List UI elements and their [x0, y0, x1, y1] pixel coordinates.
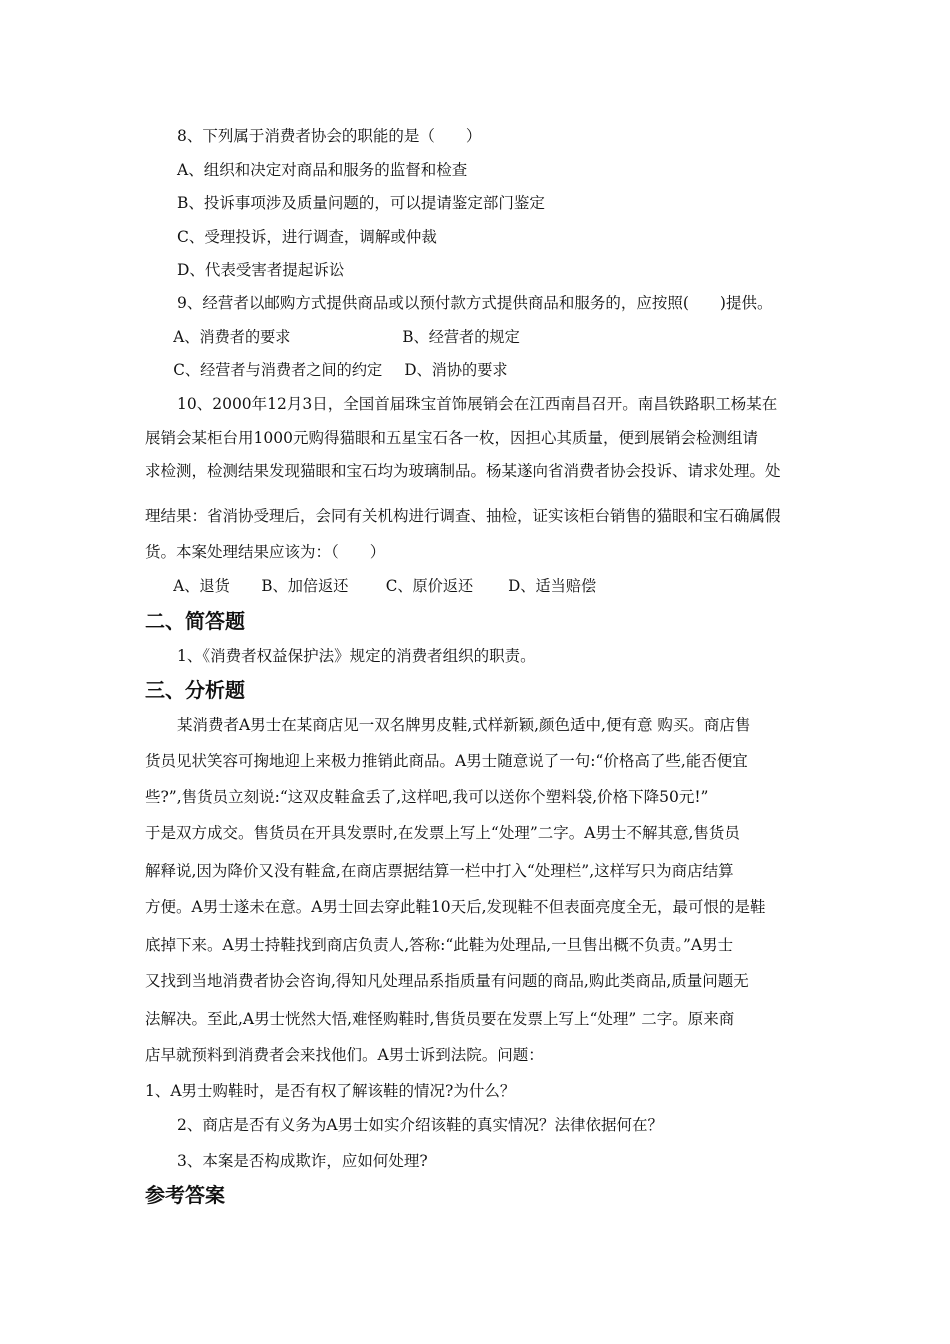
q10-option-c: C、原价返还 [385, 577, 474, 595]
case-paragraph-line-8: 又找到当地消费者协会咨询,得知凡处理品系指质量有问题的商品,购此类商品,质量问题无 [145, 972, 749, 990]
q9-options-row-2 [0, 360, 930, 380]
case-paragraph-line-2: 货员见状笑容可掬地迎上来极力推销此商品。A男士随意说了一句:“价格高了些,能否便宜 [145, 752, 748, 770]
q10-option-b: B、加倍返还 [261, 577, 349, 595]
q10-line-2: 展销会某柜台用1000元购得猫眼和五星宝石各一枚，因担心其质量，便到展销会检测组请 [145, 429, 758, 447]
q10-line-3: 求检测，检测结果发现猫眼和宝石均为玻璃制品。杨某遂向省消费者协会投诉、请求处理。处 [145, 462, 781, 480]
case-paragraph-line-9: 法解决。至此,A男士恍然大悟,难怪购鞋时,售货员要在发票上写上“处理” 二字。原来商 [145, 1010, 735, 1028]
case-paragraph-line-1: 某消费者A男士在某商店见一双名牌男皮鞋,式样新颖,颜色适中,便有意 购买。商店售 [177, 716, 751, 734]
q9-option-d: D、消协的要求 [404, 361, 508, 379]
case-paragraph-line-6: 方便。A男士遂未在意。A男士回去穿此鞋10天后,发现鞋不但表面亮度全无，最可恨的是鞋 [145, 898, 766, 916]
q8-option-a: A、组织和决定对商品和服务的监督和检查 [177, 161, 468, 179]
q10-line-4: 理结果：省消协受理后，会同有关机构进行调查、抽检，证实该柜台销售的猫眼和宝石确属假 [145, 507, 781, 525]
case-paragraph-line-7: 底掉下来。A男士持鞋找到商店负责人,答称:“此鞋为处理品,一旦售出概不负责。”A男士 [145, 936, 734, 954]
answers-heading: 参考答案 [145, 1183, 225, 1207]
q8-option-d: D、代表受害者提起诉讼 [177, 261, 345, 279]
case-paragraph-line-4: 于是双方成交。售货员在开具发票时,在发票上写上“处理”二字。A男士不解其意,售货员 [145, 824, 740, 842]
q9-stem: 9、经营者以邮购方式提供商品或以预付款方式提供商品和服务的，应按照( )提供。 [177, 294, 773, 312]
q9-options-row-1 [0, 327, 930, 347]
section-2-heading: 二、简答题 [145, 609, 245, 633]
q10-line-1: 10、2000年12月3日，全国首届珠宝首饰展销会在江西南昌召开。南昌铁路职工杨某在 [177, 395, 778, 413]
q9-option-b: B、经营者的规定 [402, 328, 520, 346]
section-3-heading: 三、分析题 [145, 678, 245, 702]
section-2-question-1: 1、《消费者权益保护法》规定的消费者组织的职责。 [177, 647, 536, 665]
q10-line-5: 货。本案处理结果应该为：（ ） [145, 543, 386, 561]
case-paragraph-line-10: 店早就预料到消费者会来找他们。A男士诉到法院。问题： [145, 1046, 544, 1064]
q9-option-a: A、消费者的要求 [173, 328, 291, 346]
case-paragraph-line-3: 些?”,售货员立刻说:“这双皮鞋盒丢了,这样吧,我可以送你个塑料袋,价格下降50元!” [145, 788, 709, 806]
case-question-3: 3、本案是否构成欺诈，应如何处理? [177, 1152, 428, 1170]
case-paragraph-line-5: 解释说,因为降价又没有鞋盒,在商店票据结算一栏中打入“处理栏”,这样写只为商店结算 [145, 862, 734, 880]
q10-option-a: A、退货 [173, 577, 230, 595]
case-question-2: 2、商店是否有义务为A男士如实介绍该鞋的真实情况？法律依据何在？ [177, 1116, 664, 1134]
q8-option-c: C、受理投诉，进行调查，调解或仲裁 [177, 228, 437, 246]
q8-option-b: B、投诉事项涉及质量问题的，可以提请鉴定部门鉴定 [177, 194, 545, 212]
q8-stem: 8、下列属于消费者协会的职能的是（ ） [177, 127, 482, 145]
q10-options-row [0, 576, 930, 596]
q10-option-d: D、适当赔偿 [508, 577, 597, 595]
q9-option-c: C、经营者与消费者之间的约定 [173, 361, 383, 379]
case-question-1: 1、A男士购鞋时，是否有权了解该鞋的情况?为什么？ [145, 1082, 516, 1100]
